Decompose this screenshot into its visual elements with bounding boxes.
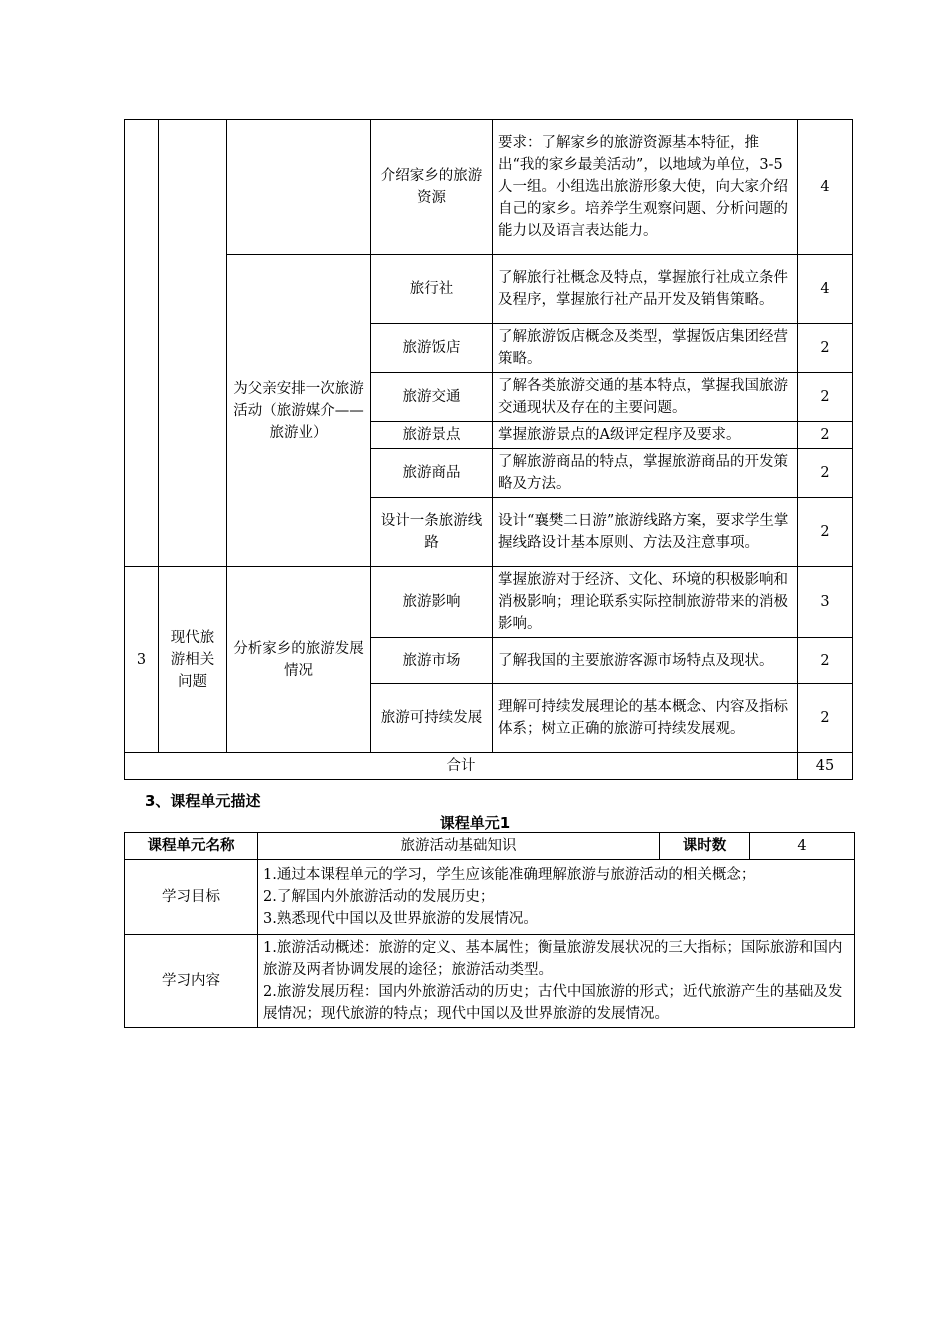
module-number-cell: 3 <box>125 567 159 753</box>
task-cell: 分析家乡的旅游发展情况 <box>227 567 371 753</box>
content-item: 1.旅游活动概述：旅游的定义、基本属性；衡量旅游发展状况的三大指标；国际旅游和国内旅游及两者协调发展的途径；旅游活动类型。 <box>263 940 843 978</box>
goal-item: 1.通过本课程单元的学习，学生应该能准确理解旅游与旅游活动的相关概念； <box>263 867 756 883</box>
hours-cell: 2 <box>798 324 853 373</box>
section-heading: 3、课程单元描述 <box>145 792 261 810</box>
requirement-cell: 掌握旅游对于经济、文化、环境的积极影响和消极影响；理论联系实际控制旅游带来的消极影响。 <box>493 567 798 638</box>
learning-goals-cell <box>258 860 855 935</box>
topic-cell: 旅游景点 <box>371 422 493 449</box>
topic-cell: 设计一条旅游线路 <box>371 498 493 567</box>
requirement-cell: 了解我国的主要旅游客源市场特点及现状。 <box>493 638 798 684</box>
module-name-cell: 现代旅游相关问题 <box>159 567 227 753</box>
goal-item: 2.了解国内外旅游活动的发展历史； <box>263 889 495 905</box>
content-item: 2.旅游发展历程：国内外旅游活动的历史；古代中国旅游的形式；近代旅游产生的基础及发展情况；现代旅游的特点；现代中国以及世界旅游的发展情况。 <box>263 984 843 1022</box>
course-structure-table <box>124 119 853 780</box>
topic-cell: 旅游饭店 <box>371 324 493 373</box>
table-row <box>125 120 853 255</box>
topic-cell: 旅游市场 <box>371 638 493 684</box>
requirement-cell: 要求：了解家乡的旅游资源基本特征，推出“我的家乡最美活动”，以地域为单位，3-5人一组。小组选出旅游形象大使，向大家介绍自己的家乡。培养学生观察问题、分析问题的能力以及语言表达能力。 <box>493 120 798 255</box>
course-unit-table <box>124 832 855 1028</box>
requirement-cell: 了解旅游饭店概念及类型，掌握饭店集团经营策略。 <box>493 324 798 373</box>
hours-cell: 2 <box>798 373 853 422</box>
hours-cell: 3 <box>798 567 853 638</box>
topic-cell: 旅游影响 <box>371 567 493 638</box>
task-cell <box>227 120 371 255</box>
topic-cell: 旅游交通 <box>371 373 493 422</box>
hours-cell: 2 <box>798 684 853 753</box>
table-row <box>125 935 855 1028</box>
requirement-cell: 理解可持续发展理论的基本概念、内容及指标体系；树立正确的旅游可持续发展观。 <box>493 684 798 753</box>
task-cell: 为父亲安排一次旅游活动（旅游媒介——旅游业） <box>227 255 371 567</box>
unit-title: 课程单元1 <box>439 814 511 832</box>
topic-cell: 旅行社 <box>371 255 493 324</box>
requirement-cell: 掌握旅游景点的A级评定程序及要求。 <box>493 422 798 449</box>
unit-name-label: 课程单元名称 <box>125 833 258 860</box>
topic-cell: 介绍家乡的旅游资源 <box>371 120 493 255</box>
topic-cell: 旅游可持续发展 <box>371 684 493 753</box>
total-value: 45 <box>798 753 853 780</box>
hours-cell: 2 <box>798 422 853 449</box>
module-number-cell <box>125 120 159 567</box>
table-row <box>125 567 853 638</box>
table-row <box>125 860 855 935</box>
table-row <box>125 833 855 860</box>
hours-cell: 2 <box>798 638 853 684</box>
learning-goals-label: 学习目标 <box>125 860 258 935</box>
module-name-cell <box>159 120 227 567</box>
total-row <box>125 753 853 780</box>
learning-content-label: 学习内容 <box>125 935 258 1028</box>
requirement-cell: 了解旅游商品的特点，掌握旅游商品的开发策略及方法。 <box>493 449 798 498</box>
learning-content-cell <box>258 935 855 1028</box>
total-label: 合计 <box>125 753 798 780</box>
hours-cell: 4 <box>798 120 853 255</box>
requirement-cell: 设计“襄樊二日游”旅游线路方案，要求学生掌握线路设计基本原则、方法及注意事项。 <box>493 498 798 567</box>
unit-hours-value: 4 <box>750 833 855 860</box>
table-row <box>125 255 853 324</box>
unit-name-value: 旅游活动基础知识 <box>258 833 660 860</box>
unit-hours-label: 课时数 <box>660 833 750 860</box>
topic-cell: 旅游商品 <box>371 449 493 498</box>
hours-cell: 2 <box>798 498 853 567</box>
hours-cell: 4 <box>798 255 853 324</box>
hours-cell: 2 <box>798 449 853 498</box>
goal-item: 3.熟悉现代中国以及世界旅游的发展情况。 <box>263 911 538 927</box>
requirement-cell: 了解各类旅游交通的基本特点，掌握我国旅游交通现状及存在的主要问题。 <box>493 373 798 422</box>
requirement-cell: 了解旅行社概念及特点，掌握旅行社成立条件及程序，掌握旅行社产品开发及销售策略。 <box>493 255 798 324</box>
